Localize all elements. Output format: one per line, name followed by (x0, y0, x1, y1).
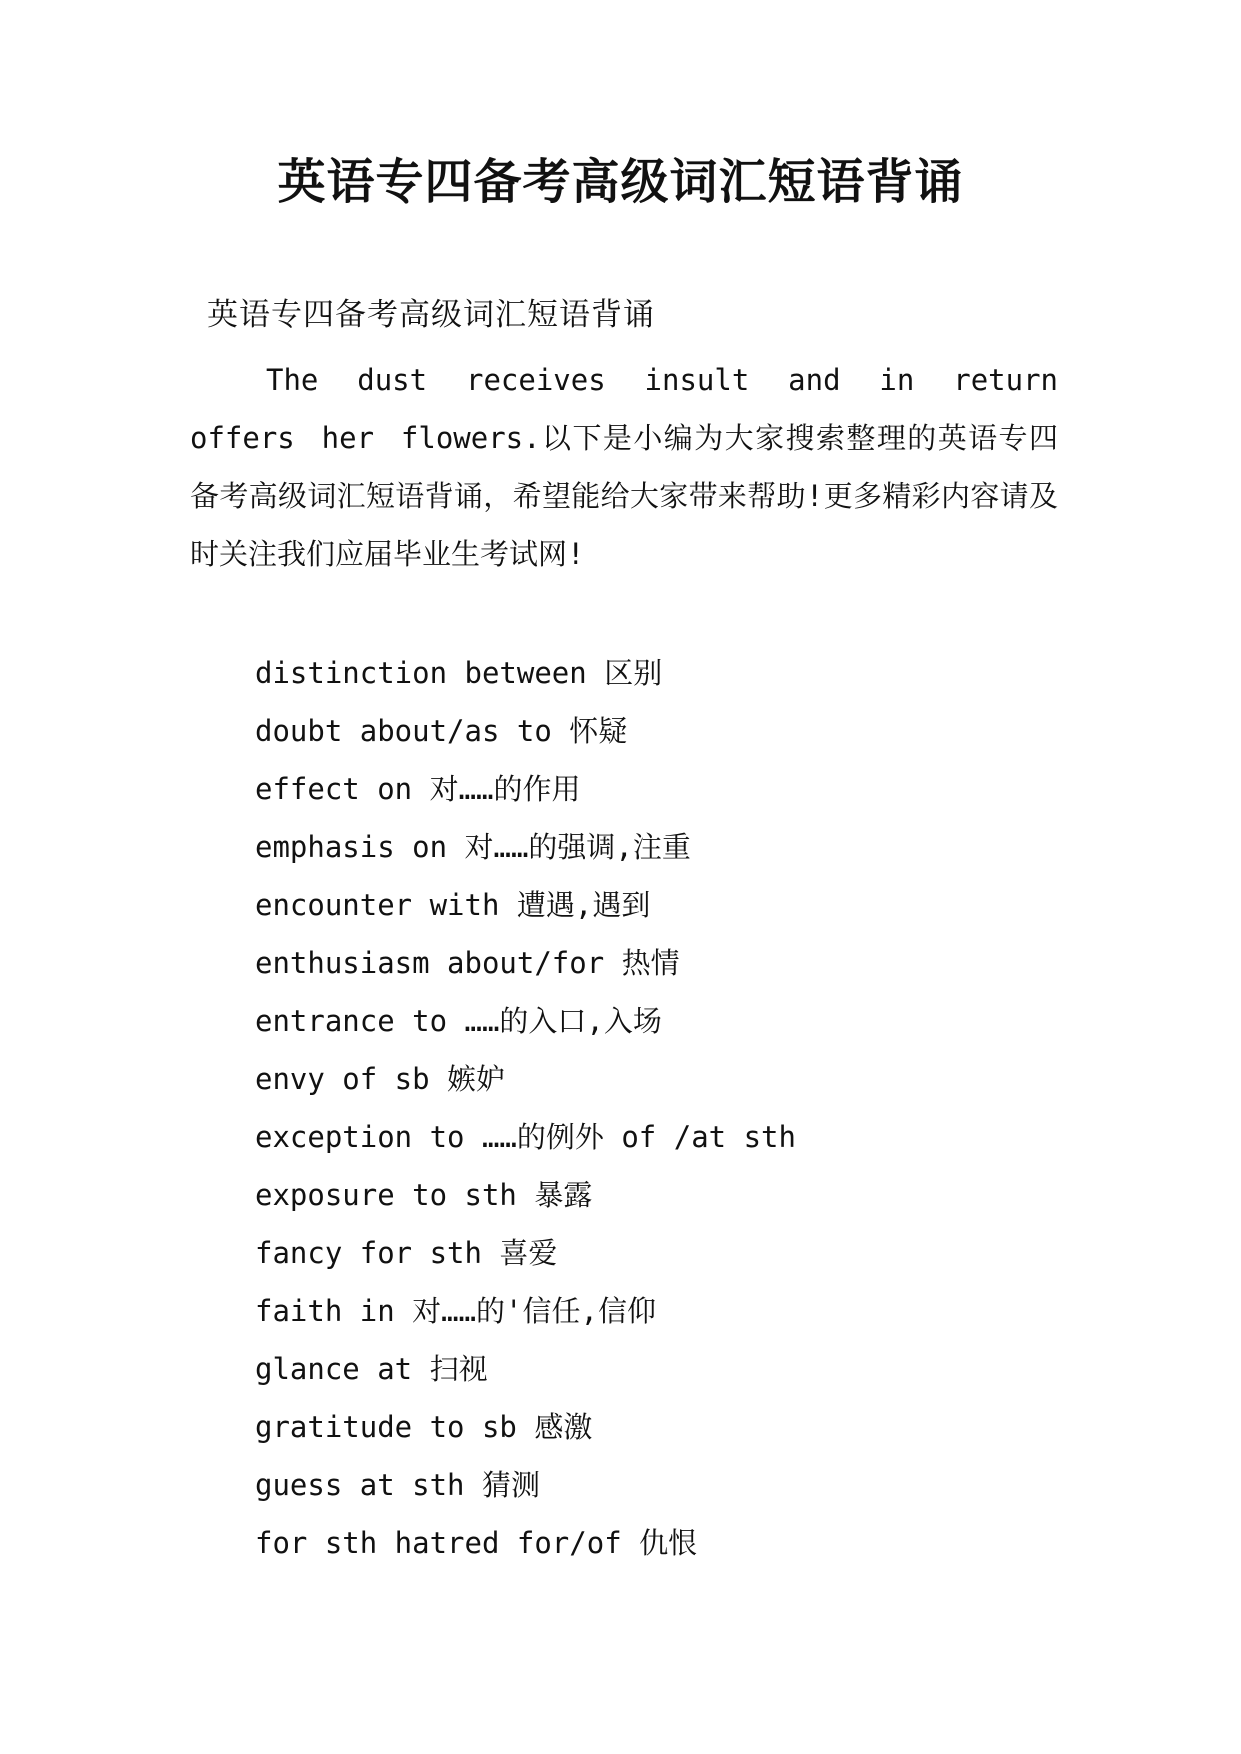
phrase-item: entrance to ……的入口,入场 (255, 1004, 662, 1038)
phrase-item: exposure to sth 暴露 (255, 1178, 593, 1212)
phrase-item: guess at sth 猜测 (255, 1468, 540, 1502)
phrase-item: doubt about/as to 怀疑 (255, 714, 628, 748)
phrase-item: emphasis on 对……的强调,注重 (255, 830, 691, 864)
phrase-item: glance at 扫视 (255, 1352, 488, 1386)
intro-paragraph: The dust receives insult and in return offers her flowers.以下是小编为大家搜索整理的英语专四备考高级词汇短语背诵，希望能给大家带来帮助!更多精彩内容请及时关注我们应届毕业生考试网! (190, 363, 1058, 571)
phrase-item: effect on 对……的作用 (255, 772, 581, 806)
phrase-item: distinction between 区别 (255, 656, 663, 690)
phrase-item: exception to ……的例外 of /at sth (255, 1120, 796, 1154)
phrase-item: envy of sb 嫉妒 (255, 1062, 506, 1096)
phrase-item: enthusiasm about/for 热情 (255, 946, 680, 980)
phrase-item: for sth hatred for/of 仇恨 (255, 1526, 698, 1560)
phrase-item: gratitude to sb 感激 (255, 1410, 593, 1444)
phrase-list (255, 644, 796, 1572)
phrase-item: faith in 对……的'信任,信仰 (255, 1294, 656, 1328)
document-subtitle: 英语专四备考高级词汇短语背诵 (207, 297, 655, 333)
document-title: 英语专四备考高级词汇短语背诵 (277, 154, 964, 210)
phrase-item: fancy for sth 喜爱 (255, 1236, 558, 1270)
phrase-item: encounter with 遭遇,遇到 (255, 888, 651, 922)
